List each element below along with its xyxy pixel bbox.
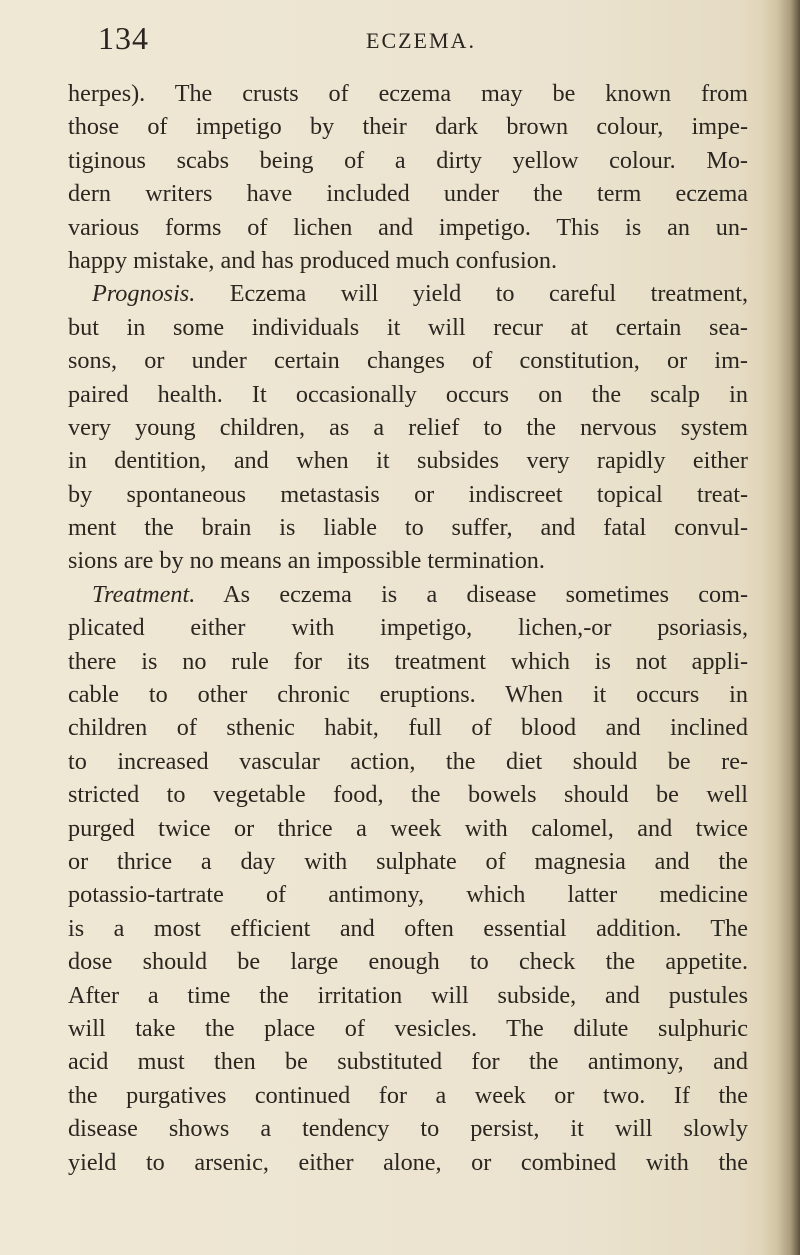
treatment-heading: Treatment. (92, 580, 196, 608)
text-line-content: Eczema will yield to careful treatment, (229, 280, 748, 308)
text-line: acid must then be substituted for the antimony, and (68, 1048, 748, 1076)
text-line: happy mistake, and has produced much confusion. (68, 246, 558, 274)
text-line: there is no rule for its treatment which is not appli- (68, 647, 748, 675)
text-line: will take the place of vesicles. The dilute sulphuric (68, 1014, 748, 1042)
text-line: stricted to vegetable food, the bowels should be well (68, 781, 748, 809)
text-line (68, 578, 748, 611)
text-line: is a most efficient and often essential addition. The (68, 914, 748, 942)
prognosis-heading: Prognosis. (92, 280, 196, 308)
text-line: in dentition, and when it subsides very rapidly either (68, 447, 748, 475)
text-line-content: As eczema is a disease sometimes com- (223, 580, 748, 608)
text-line: the purgatives continued for a week or two. If the (68, 1081, 748, 1109)
page-number: 134 (98, 20, 149, 56)
text-line: plicated either with impetigo, lichen,-or psoriasis, (68, 614, 748, 642)
text-line: disease shows a tendency to persist, it will slowly (68, 1115, 748, 1143)
running-head: ECZEMA. (366, 28, 476, 53)
text-line: potassio-tartrate of antimony, which latter medicine (68, 881, 748, 909)
text-line: herpes). The crusts of eczema may be known from (68, 80, 748, 107)
text-line: yield to arsenic, either alone, or combined with the (68, 1148, 748, 1176)
body-text (68, 77, 748, 1179)
text-line: sons, or under certain changes of constitution, or im- (68, 347, 748, 375)
text-line: sions are by no means an impossible termination. (68, 547, 545, 575)
text-line: or thrice a day with sulphate of magnesia and the (68, 847, 748, 875)
page-header (98, 20, 698, 64)
text-line: to increased vascular action, the diet should be re- (68, 747, 748, 775)
text-line: but in some individuals it will recur at certain sea- (68, 313, 748, 341)
text-line: purged twice or thrice a week with calomel, and twice (68, 814, 748, 842)
text-line: cable to other chronic eruptions. When it occurs in (68, 681, 748, 709)
page-edge-shadow (762, 0, 800, 1255)
text-line: children of sthenic habit, full of blood and inclined (68, 714, 748, 742)
text-line: tiginous scabs being of a dirty yellow colour. Mo- (68, 146, 748, 174)
text-line: dose should be large enough to check the appetite. (68, 948, 748, 976)
text-line (68, 277, 748, 310)
text-line: various forms of lichen and impetigo. This is an un- (68, 213, 748, 241)
text-line: dern writers have included under the term eczema (68, 180, 748, 208)
text-line: very young children, as a relief to the nervous system (68, 413, 748, 441)
text-line: paired health. It occasionally occurs on the scalp in (68, 380, 748, 408)
text-line: by spontaneous metastasis or indiscreet topical treat- (68, 480, 748, 508)
text-line: ment the brain is liable to suffer, and fatal convul- (68, 514, 748, 542)
text-line: those of impetigo by their dark brown colour, impe- (68, 113, 748, 141)
text-line: After a time the irritation will subside, and pustules (68, 981, 748, 1009)
